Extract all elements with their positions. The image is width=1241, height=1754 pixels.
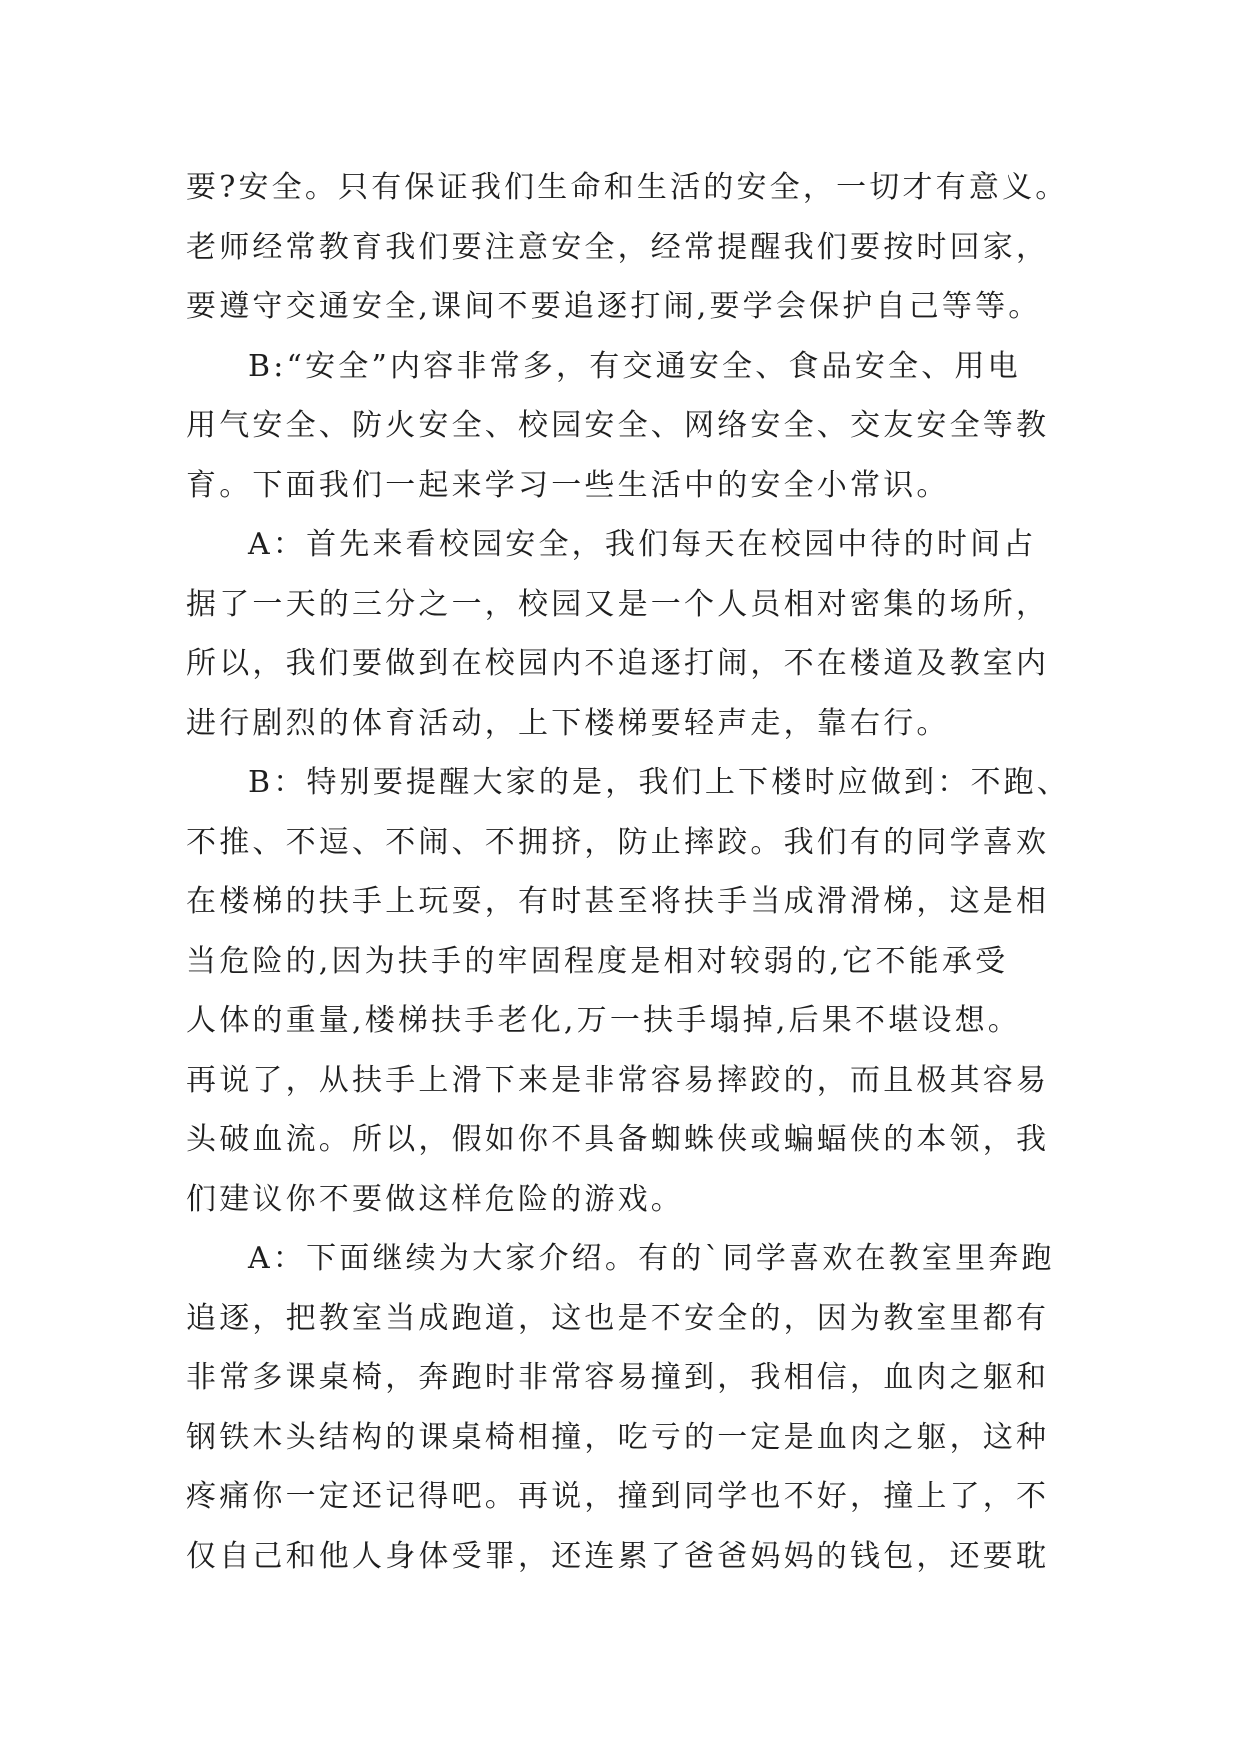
text-line: 进行剧烈的体育活动，上下楼梯要轻声走，靠右行。: [186, 705, 950, 741]
paragraph-first-line: B：特别要提醒大家的是，我们上下楼时应做到：不跑、: [248, 765, 1071, 800]
text-line: 要遵守交通安全,课间不要追逐打闹,要学会保护自己等等。: [186, 289, 1042, 324]
text-line: 用气安全、防火安全、校园安全、网络安全、交友安全等教: [186, 408, 1050, 443]
text-line: 老师经常教育我们要注意安全，经常提醒我们要按时回家，: [186, 229, 1050, 265]
paragraph-first-line: A：首先来看校园安全，我们每天在校园中待的时间占: [248, 527, 1037, 562]
text-line: 要?安全。只有保证我们生命和生活的安全，一切才有意义。: [186, 170, 1069, 205]
text-line: 们建议你不要做这样危险的游戏。: [186, 1181, 684, 1217]
text-line: 据了一天的三分之一，校园又是一个人员相对密集的场所，: [186, 586, 1050, 622]
text-line: 再说了，从扶手上滑下来是非常容易摔跤的，而且极其容易: [186, 1062, 1050, 1098]
text-line: 头破血流。所以，假如你不具备蜘蛛侠或蝙蝠侠的本领，我: [186, 1122, 1050, 1157]
text-line: 在楼梯的扶手上玩耍，有时甚至将扶手当成滑滑梯，这是相: [186, 884, 1050, 919]
text-line: 人体的重量,楼梯扶手老化,万一扶手塌掉,后果不堪设想。: [186, 1003, 1022, 1038]
text-line: 育。下面我们一起来学习一些生活中的安全小常识。: [186, 467, 950, 503]
text-line: 追逐，把教室当成跑道，这也是不安全的，因为教室里都有: [186, 1300, 1050, 1336]
text-line: 钢铁木头结构的课桌椅相撞，吃亏的一定是血肉之躯，这种: [186, 1419, 1050, 1455]
text-line: 所以，我们要做到在校园内不追逐打闹，不在楼道及教室内: [186, 646, 1050, 681]
text-line: 非常多课桌椅，奔跑时非常容易撞到，我相信，血肉之躯和: [186, 1360, 1050, 1395]
body-text: [186, 158, 1071, 1586]
text-line: 不推、不逗、不闹、不拥挤，防止摔跤。我们有的同学喜欢: [186, 824, 1050, 860]
text-line: 仅自己和他人身体受罪，还连累了爸爸妈妈的钱包，还要耽: [186, 1538, 1050, 1574]
text-line: 疼痛你一定还记得吧。再说，撞到同学也不好，撞上了，不: [186, 1479, 1050, 1514]
paragraph-first-line: B:“安全”内容非常多，有交通安全、食品安全、用电: [248, 348, 1021, 384]
paragraph-first-line: A：下面继续为大家介绍。有的`同学喜欢在教室里奔跑: [248, 1241, 1055, 1276]
text-line: 当危险的,因为扶手的牢固程度是相对较弱的,它不能承受: [186, 943, 1009, 979]
